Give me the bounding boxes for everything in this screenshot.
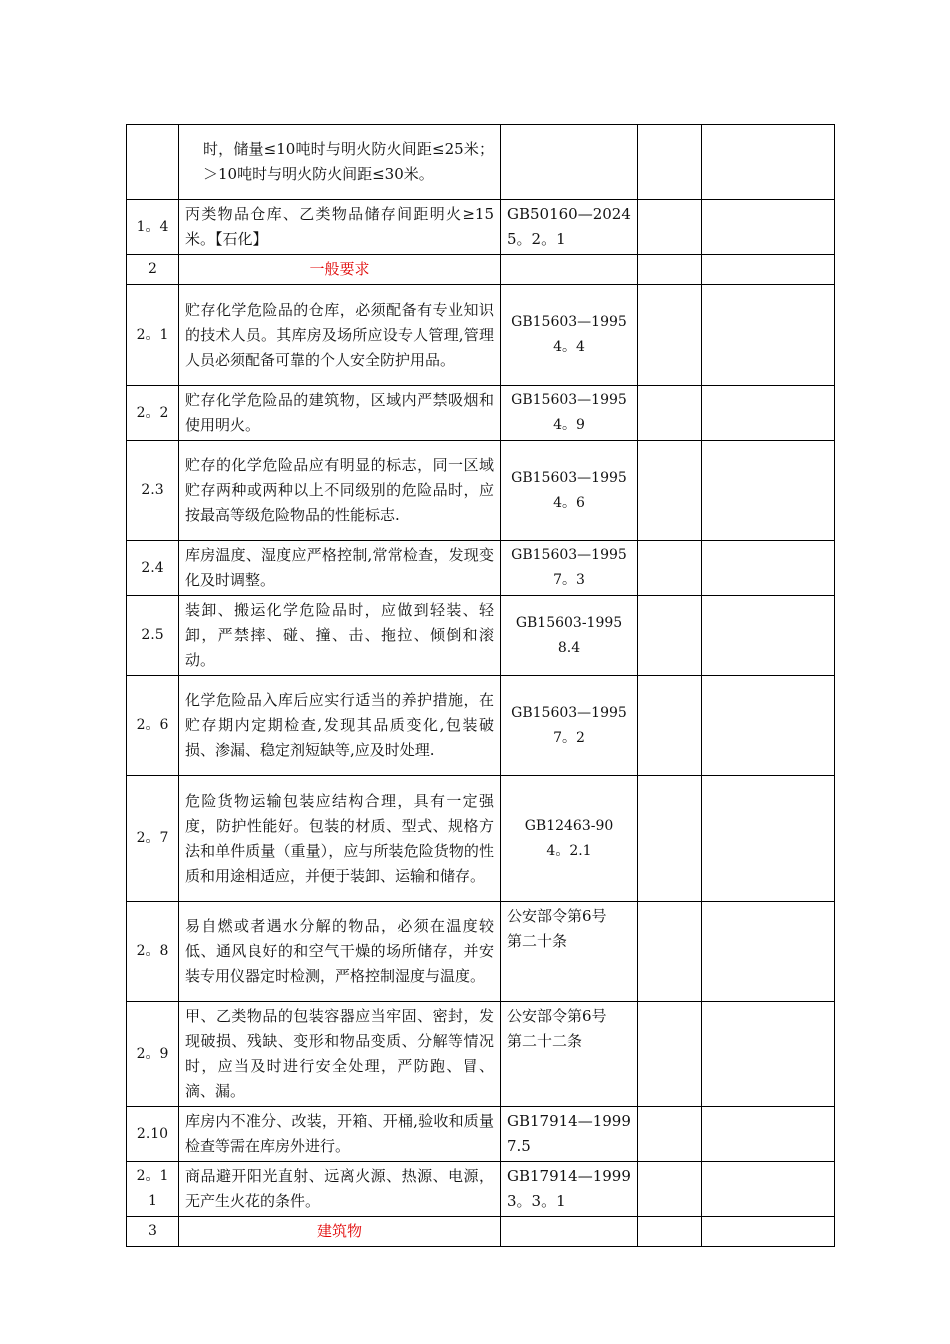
blank-cell	[638, 255, 702, 285]
table-row	[127, 200, 835, 255]
blank-cell	[638, 1002, 702, 1107]
standard-ref: GB15603—1995 4。4	[501, 285, 638, 386]
blank-cell	[702, 285, 835, 386]
requirement-text: 装卸、搬运化学危险品时，应做到轻装、轻卸，严禁摔、碰、撞、击、拖拉、倾倒和滚动。	[179, 596, 501, 676]
requirement-text: 化学危险品入库后应实行适当的养护措施，在贮存期内定期检查,发现其品质变化,包装破损、渗漏、稳定剂短缺等,应及时处理.	[179, 676, 501, 776]
standard-ref: 公安部令第6号 第二十二条	[501, 1002, 638, 1107]
item-number: 2.10	[127, 1107, 179, 1162]
blank-cell	[638, 285, 702, 386]
blank-cell	[638, 1107, 702, 1162]
standard-ref: GB17914—1999 7.5	[501, 1107, 638, 1162]
requirement-text: 甲、乙类物品的包装容器应当牢固、密封，发现破损、残缺、变形和物品变质、分解等情况时，应当及时进行安全处理，严防跑、冒、滴、漏。	[179, 1002, 501, 1107]
blank-cell	[501, 255, 638, 285]
standard-ref	[501, 125, 638, 200]
item-number	[127, 125, 179, 200]
table-row	[127, 676, 835, 776]
requirement-text: 危险货物运输包装应结构合理，具有一定强度，防护性能好。包装的材质、型式、规格方法和单件质量（重量），应与所装危险货物的性质和用途相适应，并便于装卸、运输和储存。	[179, 776, 501, 902]
requirement-text: 商品避开阳光直射、远离火源、热源、电源，无产生火花的条件。	[179, 1162, 501, 1217]
blank-cell	[638, 776, 702, 902]
blank-cell	[638, 676, 702, 776]
table-row	[127, 1107, 835, 1162]
blank-cell	[638, 386, 702, 441]
table-row	[127, 541, 835, 596]
section-title: 建筑物	[179, 1217, 501, 1247]
blank-cell	[702, 386, 835, 441]
requirement-text: 丙类物品仓库、乙类物品储存间距明火≥15米。【石化】	[179, 200, 501, 255]
blank-cell	[702, 541, 835, 596]
standard-ref: GB50160—2024 5。2。1	[501, 200, 638, 255]
table-row	[127, 596, 835, 676]
item-number: 2。7	[127, 776, 179, 902]
blank-cell	[702, 776, 835, 902]
blank-cell	[702, 1162, 835, 1217]
standard-ref: GB15603—1995 4。9	[501, 386, 638, 441]
item-number: 2。1 1	[127, 1162, 179, 1217]
blank-cell	[638, 1162, 702, 1217]
section-row	[127, 255, 835, 285]
section-row	[127, 1217, 835, 1247]
blank-cell	[638, 541, 702, 596]
requirement-text: 时，储量≤10吨时与明火防火间距≤25米；＞10吨时与明火防火间距≤30米。	[179, 125, 501, 200]
table-row	[127, 441, 835, 541]
standard-ref: GB15603—1995 4。6	[501, 441, 638, 541]
item-number: 2.5	[127, 596, 179, 676]
standard-ref: GB15603—1995 7。3	[501, 541, 638, 596]
standard-ref: GB12463-90 4。2.1	[501, 776, 638, 902]
standard-ref: GB17914—1999 3。3。1	[501, 1162, 638, 1217]
standard-ref: 公安部令第6号 第二十条	[501, 902, 638, 1002]
blank-cell	[638, 1217, 702, 1247]
requirement-text: 贮存化学危险品的仓库，必须配备有专业知识的技术人员。其库房及场所应设专人管理,管理人员必须配备可靠的个人安全防护用品。	[179, 285, 501, 386]
section-number: 3	[127, 1217, 179, 1247]
blank-cell	[702, 441, 835, 541]
table-row	[127, 1002, 835, 1107]
blank-cell	[702, 1002, 835, 1107]
requirement-text: 贮存化学危险品的建筑物，区域内严禁吸烟和使用明火。	[179, 386, 501, 441]
table-row	[127, 1162, 835, 1217]
section-number: 2	[127, 255, 179, 285]
blank-cell	[702, 902, 835, 1002]
requirement-text: 库房温度、湿度应严格控制,常常检查，发现变化及时调整。	[179, 541, 501, 596]
item-number: 2。8	[127, 902, 179, 1002]
blank-cell	[702, 1107, 835, 1162]
standard-ref: GB15603—1995 7。2	[501, 676, 638, 776]
requirement-text: 库房内不准分、改装，开箱、开桶,验收和质量检查等需在库房外进行。	[179, 1107, 501, 1162]
table-row	[127, 386, 835, 441]
blank-cell	[638, 596, 702, 676]
table-row	[127, 776, 835, 902]
item-number: 2。1	[127, 285, 179, 386]
table-row	[127, 285, 835, 386]
blank-cell	[702, 125, 835, 200]
item-number: 2.3	[127, 441, 179, 541]
section-title: 一般要求	[179, 255, 501, 285]
table-row	[127, 125, 835, 200]
blank-cell	[501, 1217, 638, 1247]
blank-cell	[638, 200, 702, 255]
blank-cell	[702, 200, 835, 255]
item-number: 1。4	[127, 200, 179, 255]
blank-cell	[702, 1217, 835, 1247]
item-number: 2。9	[127, 1002, 179, 1107]
requirement-text: 贮存的化学危险品应有明显的标志，同一区域贮存两种或两种以上不同级别的危险品时，应按最高等级危险物品的性能标志.	[179, 441, 501, 541]
table-row	[127, 902, 835, 1002]
blank-cell	[638, 441, 702, 541]
blank-cell	[702, 676, 835, 776]
blank-cell	[638, 902, 702, 1002]
requirement-text: 易自燃或者遇水分解的物品，必须在温度较低、通风良好的和空气干燥的场所储存，并安装专用仪器定时检测，严格控制湿度与温度。	[179, 902, 501, 1002]
item-number: 2。2	[127, 386, 179, 441]
blank-cell	[638, 125, 702, 200]
inspection-table	[126, 124, 835, 1247]
item-number: 2.4	[127, 541, 179, 596]
standard-ref: GB15603-1995 8.4	[501, 596, 638, 676]
blank-cell	[702, 255, 835, 285]
blank-cell	[702, 596, 835, 676]
item-number: 2。6	[127, 676, 179, 776]
